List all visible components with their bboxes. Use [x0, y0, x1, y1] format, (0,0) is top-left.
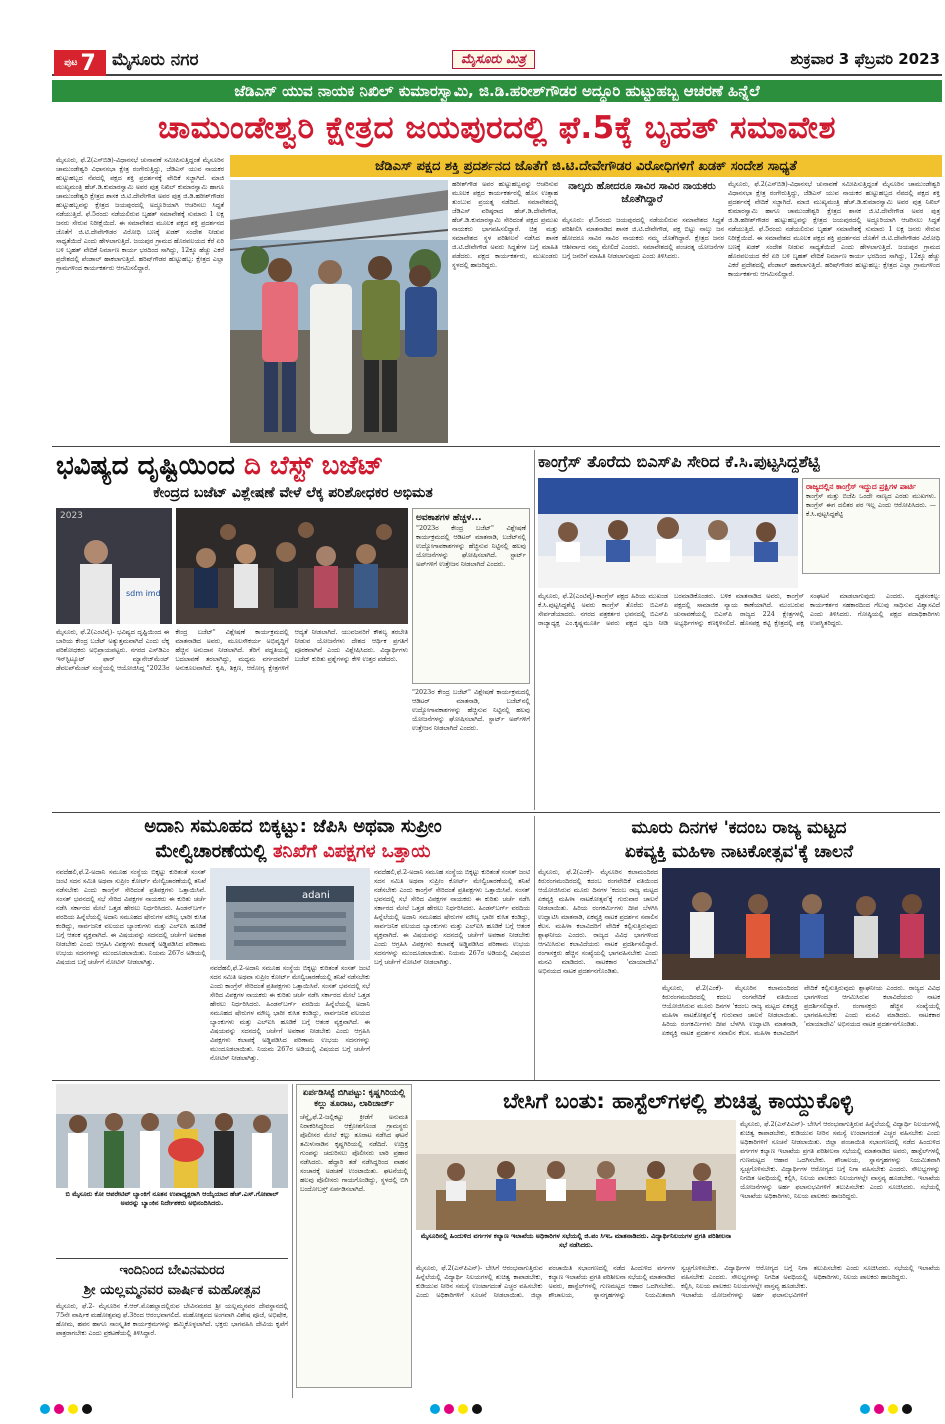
page-number-box — [54, 50, 106, 76]
lead-body-right: ಮೈಸೂರು: ಫೆ.5ರಂದು ಜಯಪುರದಲ್ಲಿ ನಡೆಯಲಿರುವ ಸಮಾವೇಶದ ಸಿದ್ಧತೆ ಪರಿಶೀಲಿಸಿ ಮಾತನಾಡಿದ ಶಾಸಕ ಜಿ.ಟಿ.ದೇವೇಗೌಡ, ಪಕ್ಷ ಬಿಟ್ಟು ನಾಲ್ಕು ಜನ ಹೋದರೂ ಸಾವಿರ ಸಾವಿರ ನಾಯಕರು ನಮ್ಮ ಜೊತೆಗಿದ್ದಾರೆ. ಕ್ಷೇತ್ರದ ಜನರ ಆಶೀರ್ವಾದ ನಮ್ಮ ಮೇಲಿದೆ ಎಂದರು. ಸಮಾವೇಶದಲ್ಲಿ ಪಂಚರತ್ನ ಯೋಜನೆಗಳ ಬಗ್ಗೆ ಜನರಿಗೆ ಮಾಹಿತಿ ನೀಡಲಾಗುವುದು ಎಂದು ತಿಳಿಸಿದರು. — [562, 216, 724, 260]
budget-photo-audience — [176, 508, 408, 624]
budget-headline-black: ಭವಿಷ್ಯದ ದೃಷ್ಟಿಯಿಂದ — [56, 451, 235, 481]
registration-marks-left — [40, 1404, 120, 1416]
budget-photo-year: 2023 — [60, 511, 83, 521]
congress-body: ಮೈಸೂರು, ಫೆ.2(ಎಂಟಿವೈ)-ಕಾಂಗ್ರೆಸ್ ಪಕ್ಷದ ಹಿರಿಯ ಮುಖಂಡ ಕೆ.ಸಿ.ಪುಟ್ಟಸಿದ್ದಶೆಟ್ಟಿ ಅವರು ಕಾಂಗ್ರೆಸ್ ತೊರೆದು ಬಿಎಸ್‌ಪಿ ಸೇರ್ಪಡೆಯಾದರು. ನಗರದ ಪತ್ರಕರ್ತರ ಭವನದಲ್ಲಿ ಬಿಎಸ್‌ಪಿ ರಾಜ್ಯಾಧ್ಯಕ್ಷ ಎಂ.ಕೃಷ್ಣಮೂರ್ತಿ ಅವರು ಪಕ್ಷದ ಧ್ವಜ ನೀಡಿ ಬರಮಾಡಿಕೊಂಡರು. ಬಳಿಕ ಮಾತನಾಡಿದ ಅವರು, ಕಾಂಗ್ರೆಸ್ ಪಕ್ಷದಲ್ಲಿ ಸಾಮಾಜಿಕ ನ್ಯಾಯ ಕಾಣೆಯಾಗಿದೆ. ಮುಂಬರುವ ಚುನಾವಣೆಯಲ್ಲಿ ಬಿಎಸ್‌ಪಿ ರಾಜ್ಯದ 224 ಕ್ಷೇತ್ರಗಳಲ್ಲಿ ಅಭ್ಯರ್ಥಿಗಳನ್ನು ಕಣಕ್ಕಿಳಿಸಲಿದೆ. ಹೊಸಪಕ್ಷ ಕಟ್ಟಿ ಕ್ಷೇತ್ರದಲ್ಲಿ ಪಕ್ಷ ಸಂಘಟನೆ ಮಾಡಲಾಗುವುದು ಎಂದರು. ದೃಢಸಂಕಲ್ಪ: ಕಾರ್ಯಕರ್ತರ ಸಹಕಾರದಿಂದ ಗೆಲುವು ಸಾಧಿಸುವ ವಿಶ್ವಾಸವಿದೆ ಎಂದು ತಿಳಿಸಿದರು. ಗೋಷ್ಠಿಯಲ್ಲಿ ಪಕ್ಷದ ಪದಾಧಿಕಾರಿಗಳು ಉಪಸ್ಥಿತರಿದ್ದರು. — [538, 592, 940, 627]
reg-dot — [874, 1404, 884, 1414]
hostel-body-right: ಮೈಸೂರು, ಫೆ.2(ಎಸ್‌ಪಿಎನ್)- ಬೇಸಿಗೆ ಆರಂಭವಾಗುತ್ತಿರುವ ಹಿನ್ನೆಲೆಯಲ್ಲಿ ವಿದ್ಯಾರ್ಥಿ ನಿಲಯಗಳಲ್ಲಿ ಶುಚಿತ್ವ ಕಾಪಾಡಬೇಕು, ಕುಡಿಯುವ ನೀರಿನ ಸಮಸ್ಯೆ ಉಂಟಾಗದಂತೆ ಎಚ್ಚರ ವಹಿಸಬೇಕು ಎಂದು ಅಧಿಕಾರಿಗಳಿಗೆ ಸೂಚನೆ ನೀಡಲಾಯಿತು. ಜಿಲ್ಲಾ ಪಂಚಾಯಿತಿ ಸಭಾಂಗಣದಲ್ಲಿ ನಡೆದ ಹಿಂದುಳಿದ ವರ್ಗಗಳ ಕಲ್ಯಾಣ ಇಲಾಖೆಯ ಪ್ರಗತಿ ಪರಿಶೀಲನಾ ಸಭೆಯಲ್ಲಿ ಮಾತನಾಡಿದ ಅವರು, ಹಾಸ್ಟೆಲ್‌ಗಳಲ್ಲಿ ಗುಣಮಟ್ಟದ ಆಹಾರ ಒದಗಿಸಬೇಕು. ಶೌಚಾಲಯ, ಸ್ನಾನಗೃಹಗಳನ್ನು ನಿಯಮಿತವಾಗಿ ಸ್ವಚ್ಛಗೊಳಿಸಬೇಕು. ವಿದ್ಯಾರ್ಥಿಗಳ ಆರೋಗ್ಯದ ಬಗ್ಗೆ ನಿಗಾ ವಹಿಸಬೇಕು ಎಂದರು. ಸೌಲಭ್ಯಗಳನ್ನು ನಿಗದಿತ ಅವಧಿಯಲ್ಲಿ ಕಲ್ಪಿಸಿ, ನಿಲಯ ಪಾಲಕರು ನಿಲಯಗಳಲ್ಲೇ ವಾಸ್ತವ್ಯ ಹೂಡಬೇಕು. ಇಲಾಖೆಯ ಯೋಜನೆಗಳನ್ನು ಅರ್ಹ ಫಲಾನುಭವಿಗಳಿಗೆ ತಲುಪಿಸಬೇಕು ಎಂದು ಸೂಚಿಸಿದರು. ಸಭೆಯಲ್ಲಿ ಇಲಾಖೆಯ ಅಧಿಕಾರಿಗಳು, ನಿಲಯ ಪಾಲಕರು ಹಾಜರಿದ್ದರು. — [740, 1120, 940, 1200]
lead-photo-image — [230, 180, 448, 443]
adani-body-right: ನವದೆಹಲಿ,ಫೆ.2-ಅದಾನಿ ಸಮೂಹ ಸಂಸ್ಥೆಯ ಬಿಕ್ಕಟ್ಟು ಕುರಿತಂತೆ ಸಂಸತ್ ಜಂಟಿ ಸದನ ಸಮಿತಿ ಅಥವಾ ಸುಪ್ರೀಂ ಕೋರ್ಟ್ ಮೇಲ್ವಿಚಾರಣೆಯಲ್ಲಿ ತನಿಖೆ ನಡೆಸಬೇಕು ಎಂದು ಕಾಂಗ್ರೆಸ್ ಸೇರಿದಂತೆ ಪ್ರತಿಪಕ್ಷಗಳು ಒತ್ತಾಯಿಸಿವೆ. ಸಂಸತ್ ಭವನದಲ್ಲಿ ಸಭೆ ಸೇರಿದ ವಿಪಕ್ಷಗಳ ನಾಯಕರು ಈ ಕುರಿತು ಚರ್ಚೆ ನಡೆಸಿ ಸರ್ಕಾರದ ಮೇಲೆ ಒತ್ತಡ ಹೇರಲು ನಿರ್ಧರಿಸಿದರು. ಹಿಂಡನ್‌ಬರ್ಗ್ ವರದಿಯ ಹಿನ್ನೆಲೆಯಲ್ಲಿ ಅದಾನಿ ಸಮೂಹದ ಷೇರುಗಳ ಮೌಲ್ಯ ಭಾರೀ ಕುಸಿತ ಕಂಡಿದ್ದು, ಸಾರ್ವಜನಿಕ ವಲಯದ ಬ್ಯಾಂಕುಗಳು ಮತ್ತು ಎಲ್‌ಐಸಿ ಹೂಡಿಕೆ ಬಗ್ಗೆ ಆತಂಕ ವ್ಯಕ್ತವಾಗಿದೆ. ಈ ವಿಷಯವನ್ನು ಸದನದಲ್ಲಿ ಚರ್ಚೆಗೆ ಅವಕಾಶ ನೀಡಬೇಕು ಎಂದು ಆಗ್ರಹಿಸಿ ವಿಪಕ್ಷಗಳು ಕಲಾಪಕ್ಕೆ ಅಡ್ಡಿಪಡಿಸಿದ ಪರಿಣಾಮ ಉಭಯ ಸದನಗಳನ್ನು ಮುಂದೂಡಲಾಯಿತು. ನಿಯಮ 267ರ ಅಡಿಯಲ್ಲಿ ವಿಷಯದ ಬಗ್ಗೆ ಚರ್ಚೆಗೆ ನೋಟಿಸ್ ನೀಡಲಾಗಿತ್ತು. — [374, 868, 530, 966]
kadamba-stage-image — [662, 868, 940, 980]
kadamba-headline-line1: ಮೂರು ದಿನಗಳ 'ಕದಂಬ ರಾಜ್ಯ ಮಟ್ಟದ — [631, 818, 847, 838]
registration-marks-right — [860, 1404, 940, 1416]
congress-photo — [538, 478, 798, 588]
divider — [52, 1080, 940, 1081]
budget-subhead: ಕೇಂದ್ರದ ಬಜೆಟ್ ವಿಶ್ಲೇಷಣೆ ವೇಳೆ ಲೆಕ್ಕ ಪರಿಶೋಧಕರ ಅಭಿಮತ — [153, 485, 433, 501]
budget-photo-speaker — [56, 508, 172, 624]
reg-dot — [888, 1404, 898, 1414]
budget-body: ಮೈಸೂರು, ಫೆ.2(ಎಂಟಿವೈ)- ಭವಿಷ್ಯದ ದೃಷ್ಟಿಯಿಂದ ಈ ಬಾರಿಯ ಕೇಂದ್ರ ಬಜೆಟ್ ಅತ್ಯುತ್ತಮವಾಗಿದೆ ಎಂದು ಲೆಕ್ಕ ಪರಿಶೋಧಕರು ಅಭಿಪ್ರಾಯಪಟ್ಟರು. ನಗರದ ಎಸ್‌ಡಿಎಂ ಇನ್‌ಸ್ಟಿಟ್ಯೂಟ್ ಫಾರ್ ಮ್ಯಾನೇಜ್‌ಮೆಂಟ್ ಡೆವಲಪ್‌ಮೆಂಟ್ ಸಂಸ್ಥೆಯಲ್ಲಿ ಆಯೋಜಿಸಿದ್ದ "2023ರ ಕೇಂದ್ರ ಬಜೆಟ್" ವಿಶ್ಲೇಷಣೆ ಕಾರ್ಯಕ್ರಮದಲ್ಲಿ ಮಾತನಾಡಿದ ಅವರು, ಮೂಲಸೌಕರ್ಯ ಅಭಿವೃದ್ಧಿಗೆ ಹೆಚ್ಚಿನ ಅನುದಾನ ನೀಡಲಾಗಿದೆ. ತೆರಿಗೆ ಪದ್ಧತಿಯಲ್ಲಿ ಬದಲಾವಣೆ ತರಲಾಗಿದ್ದು, ಮಧ್ಯಮ ವರ್ಗದವರಿಗೆ ಅನುಕೂಲವಾಗಿದೆ. ಕೃಷಿ, ಶಿಕ್ಷಣ, ಆರೋಗ್ಯ ಕ್ಷೇತ್ರಗಳಿಗೆ ಆದ್ಯತೆ ನೀಡಲಾಗಿದೆ. ಯುವಜನರಿಗೆ ಕೌಶಲ್ಯ ತರಬೇತಿ ನೀಡುವ ಯೋಜನೆಗಳು ದೇಶದ ಆರ್ಥಿಕ ಪ್ರಗತಿಗೆ ಪೂರಕವಾಗಿವೆ ಎಂದು ವಿಶ್ಲೇಷಿಸಿದರು. ವಿದ್ಯಾರ್ಥಿಗಳು ಬಜೆಟ್ ಕುರಿತು ಪ್ರಶ್ನೆಗಳನ್ನು ಕೇಳಿ ಉತ್ತರ ಪಡೆದರು. — [56, 628, 408, 672]
budget-sidebar-body: "2023ರ ಕೇಂದ್ರ ಬಜೆಟ್" ವಿಶ್ಲೇಷಣೆ ಕಾರ್ಯಕ್ರಮದಲ್ಲಿ ಆಡಿಟರ್ ಮಾತನಾಡಿ, ಬಜೆಟ್‌ನಲ್ಲಿ ಉದ್ಯೋಗಾವಕಾಶಗಳನ್ನು ಹೆಚ್ಚಿಸುವ ನಿಟ್ಟಿನಲ್ಲಿ ಹಲವು ಯೋಜನೆಗಳನ್ನು ಘೋಷಿಸಲಾಗಿದೆ. ಸ್ಟಾರ್ಟ್ ಅಪ್‌ಗಳಿಗೆ ಉತ್ತೇಜನ ನೀಡಲಾಗಿದೆ ಎಂದರು. — [416, 524, 526, 568]
registration-marks-mid — [430, 1404, 510, 1416]
budget-body-cont: "2023ರ ಕೇಂದ್ರ ಬಜೆಟ್" ವಿಶ್ಲೇಷಣೆ ಕಾರ್ಯಕ್ರಮದಲ್ಲಿ ಆಡಿಟರ್ ಮಾತನಾಡಿ, ಬಜೆಟ್‌ನಲ್ಲಿ ಉದ್ಯೋಗಾವಕಾಶಗಳನ್ನು ಹೆಚ್ಚಿಸುವ ನಿಟ್ಟಿನಲ್ಲಿ ಹಲವು ಯೋಜನೆಗಳನ್ನು ಘೋಷಿಸಲಾಗಿದೆ. ಸ್ಟಾರ್ಟ್ ಅಪ್‌ಗಳಿಗೆ ಉತ್ತೇಜನ ನೀಡಲಾಗಿದೆ ಎಂದರು. — [412, 688, 530, 732]
budget-sidebar-title: ಅವಕಾಶಗಳ ಹೆಚ್ಚಳ... — [416, 513, 482, 523]
adani-body-mid: ನವದೆಹಲಿ,ಫೆ.2-ಅದಾನಿ ಸಮೂಹ ಸಂಸ್ಥೆಯ ಬಿಕ್ಕಟ್ಟು ಕುರಿತಂತೆ ಸಂಸತ್ ಜಂಟಿ ಸದನ ಸಮಿತಿ ಅಥವಾ ಸುಪ್ರೀಂ ಕೋರ್ಟ್ ಮೇಲ್ವಿಚಾರಣೆಯಲ್ಲಿ ತನಿಖೆ ನಡೆಸಬೇಕು ಎಂದು ಕಾಂಗ್ರೆಸ್ ಸೇರಿದಂತೆ ಪ್ರತಿಪಕ್ಷಗಳು ಒತ್ತಾಯಿಸಿವೆ. ಸಂಸತ್ ಭವನದಲ್ಲಿ ಸಭೆ ಸೇರಿದ ವಿಪಕ್ಷಗಳ ನಾಯಕರು ಈ ಕುರಿತು ಚರ್ಚೆ ನಡೆಸಿ ಸರ್ಕಾರದ ಮೇಲೆ ಒತ್ತಡ ಹೇರಲು ನಿರ್ಧರಿಸಿದರು. ಹಿಂಡನ್‌ಬರ್ಗ್ ವರದಿಯ ಹಿನ್ನೆಲೆಯಲ್ಲಿ ಅದಾನಿ ಸಮೂಹದ ಷೇರುಗಳ ಮೌಲ್ಯ ಭಾರೀ ಕುಸಿತ ಕಂಡಿದ್ದು, ಸಾರ್ವಜನಿಕ ವಲಯದ ಬ್ಯಾಂಕುಗಳು ಮತ್ತು ಎಲ್‌ಐಸಿ ಹೂಡಿಕೆ ಬಗ್ಗೆ ಆತಂಕ ವ್ಯಕ್ತವಾಗಿದೆ. ಈ ವಿಷಯವನ್ನು ಸದನದಲ್ಲಿ ಚರ್ಚೆಗೆ ಅವಕಾಶ ನೀಡಬೇಕು ಎಂದು ಆಗ್ರಹಿಸಿ ವಿಪಕ್ಷಗಳು ಕಲಾಪಕ್ಕೆ ಅಡ್ಡಿಪಡಿಸಿದ ಪರಿಣಾಮ ಉಭಯ ಸದನಗಳನ್ನು ಮುಂದೂಡಲಾಯಿತು. ನಿಯಮ 267ರ ಅಡಿಯಲ್ಲಿ ವಿಷಯದ ಬಗ್ಗೆ ಚರ್ಚೆಗೆ ನೋಟಿಸ್ ನೀಡಲಾಗಿತ್ತು. — [210, 964, 370, 1062]
masthead-logo: ಮೈಸೂರು ಮಿತ್ರ — [452, 50, 535, 69]
lead-side-head: ನಾಲ್ಕರು ಹೋದರೂ ಸಾವಿರ ಸಾವಿರ ನಾಯಕರು ಜೊತೆಗಿದ್ದಾರೆ — [568, 181, 716, 205]
congress-sidebar — [802, 478, 940, 574]
krishnagiri-body: ಚೆನ್ನೈ,ಫೆ.2-ಜಲ್ಲಿಕಟ್ಟು ಕ್ರೀಡೆಗೆ ಅನುಮತಿ ನಿರಾಕರಿಸಿದ್ದರಿಂದ ಆಕ್ರೋಶಗೊಂಡ ಗ್ರಾಮಸ್ಥರು ಪೊಲೀಸರ ಮೇಲೆ ಕಲ್ಲು ತೂರಾಟ ನಡೆಸಿದ ಘಟನೆ ತಮಿಳುನಾಡಿನ ಕೃಷ್ಣಗಿರಿಯಲ್ಲಿ ನಡೆದಿದೆ. ಉದ್ರಿಕ್ತ ಗುಂಪನ್ನು ಚದುರಿಸಲು ಪೊಲೀಸರು ಲಾಠಿ ಪ್ರಹಾರ ನಡೆಸಿದರು. ಹೆದ್ದಾರಿ ತಡೆ ನಡೆಸಿದ್ದರಿಂದ ವಾಹನ ಸಂಚಾರಕ್ಕೆ ಅಡಚಣೆ ಉಂಟಾಯಿತು. ಘಟನೆಯಲ್ಲಿ ಹಲವು ಪೊಲೀಸರು ಗಾಯಗೊಂಡಿದ್ದು, ಸ್ಥಳದಲ್ಲಿ ಬಿಗಿ ಬಂದೋಬಸ್ತ್ ಏರ್ಪಡಿಸಲಾಗಿದೆ. — [300, 1113, 408, 1193]
yellamma-headline-line1: ಇಂದಿನಿಂದ ಬೇವಿನಮರದ — [119, 1263, 225, 1278]
congress-headline: ಕಾಂಗ್ರೆಸ್ ತೊರೆದು ಬಿಎಸ್‌ಪಿ ಸೇರಿದ ಕೆ.ಸಿ.ಪುಟ್ಟಸಿದ್ದಶೆಟ್ಟಿ — [538, 452, 820, 471]
budget-audience-image — [176, 508, 408, 624]
budget-headline — [56, 450, 530, 482]
kadamba-body-left: ಮೈಸೂರು, ಫೆ.2(ಎಂಕೆ)- ಮೈಸೂರಿನ ಕಲಾಮಂದಿರದ ಕಿರುರಂಗಮಂದಿರದಲ್ಲಿ ಕದಂಬ ರಂಗವೇದಿಕೆ ವತಿಯಿಂದ ಆಯೋಜಿಸಿರುವ ಮೂರು ದಿನಗಳ 'ಕದಂಬ ರಾಜ್ಯ ಮಟ್ಟದ ಏಕವ್ಯಕ್ತಿ ಮಹಿಳಾ ನಾಟಕೋತ್ಸವ'ಕ್ಕೆ ಗುರುವಾರ ಚಾಲನೆ ನೀಡಲಾಯಿತು. ಹಿರಿಯ ರಂಗಕರ್ಮಿಗಳು ದೀಪ ಬೆಳಗಿಸಿ ಉದ್ಘಾಟಿಸಿ ಮಾತನಾಡಿ, ಏಕವ್ಯಕ್ತಿ ನಾಟಕ ಪ್ರದರ್ಶನ ಸವಾಲಿನ ಕೆಲಸ. ಮಹಿಳಾ ಕಲಾವಿದರಿಗೆ ವೇದಿಕೆ ಕಲ್ಪಿಸುತ್ತಿರುವುದು ಶ್ಲಾಘನೀಯ ಎಂದರು. ರಾಜ್ಯದ ವಿವಿಧ ಭಾಗಗಳಿಂದ ಆಗಮಿಸಿರುವ ಕಲಾವಿದೆಯರು ನಾಟಕ ಪ್ರದರ್ಶಿಸಲಿದ್ದಾರೆ. ರಂಗಾಸಕ್ತರು ಹೆಚ್ಚಿನ ಸಂಖ್ಯೆಯಲ್ಲಿ ಭಾಗವಹಿಸಬೇಕು ಎಂದು ಮನವಿ ಮಾಡಿದರು. ನಾಟಕಕಾರ 'ಮಾಯಾದೇವಿ' ಅಭಿನಯದ ನಾಟಕ ಪ್ರದರ್ಶನಗೊಂಡಿತು. — [538, 868, 658, 975]
reg-dot — [54, 1404, 64, 1414]
adani-headline-black: ಮೇಲ್ವಿಚಾರಣೆಯಲ್ಲಿ — [155, 841, 267, 862]
lead-deck: ಜೆಡಿಎಸ್ ಪಕ್ಷದ ಶಕ್ತಿ ಪ್ರದರ್ಶನದ ಜೊತೆಗೆ ಜಿ.ಟಿ.ದೇವೇಗೌಡರ ವಿರೋಧಿಗಳಿಗೆ ಖಡಕ್ ಸಂದೇಶ ಸಾಧ್ಯತೆ — [230, 155, 942, 177]
lead-headline: ಚಾಮುಂಡೇಶ್ವರಿ ಕ್ಷೇತ್ರದ ಜಯಪುರದಲ್ಲಿ ಫೆ.5ಕ್ಕೆ ಬೃಹತ್ ಸಮಾವೇಶ — [158, 110, 836, 146]
reg-dot — [444, 1404, 454, 1414]
adani-headline-line2 — [56, 840, 530, 864]
reg-dot — [472, 1404, 482, 1414]
divider — [292, 1084, 293, 1398]
divider — [534, 816, 535, 1080]
adani-headline-line1: ಅದಾನಿ ಸಮೂಹದ ಬಿಕ್ಕಟ್ಟು: ಜೆಪಿಸಿ ಅಥವಾ ಸುಪ್ರೀಂ — [144, 816, 442, 837]
reg-dot — [68, 1404, 78, 1414]
adani-photo — [210, 868, 370, 960]
hostel-photo — [416, 1120, 736, 1230]
budget-speaker-image — [56, 508, 172, 624]
reg-dot — [82, 1404, 92, 1414]
lead-body-left: ಮೈಸೂರು, ಫೆ.2(ಎಸ್‌ಬಿಡಿ)-ವಿಧಾನಸಭೆ ಚುನಾವಣೆ ಸಮೀಪಿಸುತ್ತಿದ್ದಂತೆ ಮೈಸೂರಿನ ಚಾಮುಂಡೇಶ್ವರಿ ವಿಧಾನಸಭಾ ಕ್ಷೇತ್ರ ರಂಗೇರುತ್ತಿದ್ದು, ಜೆಡಿಎಸ್ ಯುವ ನಾಯಕರ ಹುಟ್ಟುಹಬ್ಬದ ನೆಪದಲ್ಲಿ ಪಕ್ಷದ ಶಕ್ತಿ ಪ್ರದರ್ಶನಕ್ಕೆ ವೇದಿಕೆ ಸಜ್ಜಾಗಿದೆ. ಮಾಜಿ ಮುಖ್ಯಮಂತ್ರಿ ಹೆಚ್.ಡಿ.ಕುಮಾರಸ್ವಾಮಿ ಅವರ ಪುತ್ರ ನಿಖಿಲ್ ಕುಮಾರಸ್ವಾಮಿ ಹಾಗೂ ಚಾಮುಂಡೇಶ್ವರಿ ಕ್ಷೇತ್ರದ ಶಾಸಕ ಜಿ.ಟಿ.ದೇವೇಗೌಡ ಅವರ ಪುತ್ರ ಜಿ.ಡಿ.ಹರೀಶ್‌ಗೌಡರ ಹುಟ್ಟುಹಬ್ಬವನ್ನು ಕ್ಷೇತ್ರದ ಜಯಪುರದಲ್ಲಿ ಅದ್ಧೂರಿಯಾಗಿ ಆಚರಿಸಲು ಸಿದ್ಧತೆ ನಡೆಯುತ್ತಿದೆ. ಫೆ.5ರಂದು ನಡೆಯಲಿರುವ ಬೃಹತ್ ಸಮಾವೇಶಕ್ಕೆ ಸುಮಾರು 1 ಲಕ್ಷ ಜನರು ಸೇರುವ ನಿರೀಕ್ಷೆಯಿದೆ. ಈ ಸಮಾವೇಶದ ಮೂಲಕ ಪಕ್ಷದ ಶಕ್ತಿ ಪ್ರದರ್ಶನದ ಜೊತೆಗೆ ಜಿ.ಟಿ.ದೇವೇಗೌಡರ ವಿರೋಧಿ ಬಣಕ್ಕೆ ಖಡಕ್ ಸಂದೇಶ ನೀಡುವ ಸಾಧ್ಯತೆಯಿದೆ ಎಂದು ಹೇಳಲಾಗುತ್ತಿದೆ. ಜಯಪುರ ಗ್ರಾಮದ ಹೊರವಲಯದ ಕೆರೆ ಏರಿ ಬಳಿ ಬೃಹತ್ ವೇದಿಕೆ ನಿರ್ಮಾಣ ಕಾರ್ಯ ಭರದಿಂದ ಸಾಗಿದ್ದು, 12ಕ್ಕೂ ಹೆಚ್ಚು ಎಕರೆ ಪ್ರದೇಶದಲ್ಲಿ ಪೆಂಡಾಲ್ ಹಾಕಲಾಗುತ್ತಿದೆ. ಹರಿಷ್‌ಗೌಡರ ಹುಟ್ಟುಹಬ್ಬ: ಕ್ಷೇತ್ರದ ಎಲ್ಲಾ ಗ್ರಾಮಗಳಿಂದ ಕಾರ್ಯಕರ್ತರು ಆಗಮಿಸಲಿದ್ದಾರೆ. — [56, 156, 224, 272]
page-label: ಪುಟ — [64, 58, 78, 68]
hostel-headline: ಬೇಸಿಗೆ ಬಂತು: ಹಾಸ್ಟೆಲ್‌ಗಳಲ್ಲಿ ಶುಚಿತ್ವ ಕಾಯ್ದುಕೊಳ್ಳಿ — [503, 1089, 853, 1113]
bank-caption: ಬಿ ಮೈಸೂರು ಕೋ ಆಪರೇಟಿವ್ ಬ್ಯಾಂಕಿಗೆ ನೂತನ ಉಪಾಧ್ಯಕ್ಷರಾಗಿ ಆಯ್ಕೆಯಾದ ಹೆಚ್.ಎಸ್.ಗೋಪಾಲ್ ಅವರನ್ನು ಬ್ಯಾಂಕಿನ ನಿರ್ದೇಶಕರು ಅಭಿನಂದಿಸಿದರು. — [65, 1190, 279, 1207]
congress-press-image — [538, 478, 798, 588]
reg-dot — [430, 1404, 440, 1414]
lead-body-mid: ಹರೀಶ್‌ಗೌಡ ಅವರ ಹುಟ್ಟುಹಬ್ಬವನ್ನು ಆಚರಿಸುವ ಮೂಲಕ ಪಕ್ಷದ ಕಾರ್ಯಕರ್ತರಲ್ಲಿ ಹೊಸ ಉತ್ಸಾಹ ತುಂಬುವ ಪ್ರಯತ್ನ ನಡೆದಿದೆ. ಸಮಾವೇಶದಲ್ಲಿ ಜೆಡಿಎಸ್ ವರಿಷ್ಠರಾದ ಹೆಚ್.ಡಿ.ದೇವೇಗೌಡ, ಹೆಚ್.ಡಿ.ಕುಮಾರಸ್ವಾಮಿ ಸೇರಿದಂತೆ ಪಕ್ಷದ ಪ್ರಮುಖ ನಾಯಕರು ಭಾಗವಹಿಸಲಿದ್ದಾರೆ. ಚಿತ್ರ ಮತ್ತು ಸಮಾವೇಶದ ಸ್ಥಳ ಪರಿಶೀಲನೆ ನಡೆಸಿದ ಶಾಸಕ ಜಿ.ಟಿ.ದೇವೇಗೌಡ ಅವರು ಸಿದ್ಧತೆಗಳ ಬಗ್ಗೆ ಮಾಹಿತಿ ಪಡೆದರು. ಪಕ್ಷದ ಕಾರ್ಯಕರ್ತರು, ಮುಖಂಡರು ಸ್ಥಳದಲ್ಲಿ ಹಾಜರಿದ್ದರು. — [452, 180, 558, 269]
congress-sidebar-title: ರಾಜ್ಯದಲ್ಲಿನ ಕಾಂಗ್ರೆಸ್ ಇದ್ದುದ ಪ್ರಕ್ಷಿಗಳ ಪಾರ್ಟಿ — [806, 482, 917, 491]
budget-headline-red: ದಿ ಬೆಸ್ಟ್ ಬಜೆಟ್ — [244, 451, 384, 481]
reg-dot — [902, 1404, 912, 1414]
bank-photo — [56, 1084, 288, 1188]
adani-body-left: ನವದೆಹಲಿ,ಫೆ.2-ಅದಾನಿ ಸಮೂಹ ಸಂಸ್ಥೆಯ ಬಿಕ್ಕಟ್ಟು ಕುರಿತಂತೆ ಸಂಸತ್ ಜಂಟಿ ಸದನ ಸಮಿತಿ ಅಥವಾ ಸುಪ್ರೀಂ ಕೋರ್ಟ್ ಮೇಲ್ವಿಚಾರಣೆಯಲ್ಲಿ ತನಿಖೆ ನಡೆಸಬೇಕು ಎಂದು ಕಾಂಗ್ರೆಸ್ ಸೇರಿದಂತೆ ಪ್ರತಿಪಕ್ಷಗಳು ಒತ್ತಾಯಿಸಿವೆ. ಸಂಸತ್ ಭವನದಲ್ಲಿ ಸಭೆ ಸೇರಿದ ವಿಪಕ್ಷಗಳ ನಾಯಕರು ಈ ಕುರಿತು ಚರ್ಚೆ ನಡೆಸಿ ಸರ್ಕಾರದ ಮೇಲೆ ಒತ್ತಡ ಹೇರಲು ನಿರ್ಧರಿಸಿದರು. ಹಿಂಡನ್‌ಬರ್ಗ್ ವರದಿಯ ಹಿನ್ನೆಲೆಯಲ್ಲಿ ಅದಾನಿ ಸಮೂಹದ ಷೇರುಗಳ ಮೌಲ್ಯ ಭಾರೀ ಕುಸಿತ ಕಂಡಿದ್ದು, ಸಾರ್ವಜನಿಕ ವಲಯದ ಬ್ಯಾಂಕುಗಳು ಮತ್ತು ಎಲ್‌ಐಸಿ ಹೂಡಿಕೆ ಬಗ್ಗೆ ಆತಂಕ ವ್ಯಕ್ತವಾಗಿದೆ. ಈ ವಿಷಯವನ್ನು ಸದನದಲ್ಲಿ ಚರ್ಚೆಗೆ ಅವಕಾಶ ನೀಡಬೇಕು ಎಂದು ಆಗ್ರಹಿಸಿ ವಿಪಕ್ಷಗಳು ಕಲಾಪಕ್ಕೆ ಅಡ್ಡಿಪಡಿಸಿದ ಪರಿಣಾಮ ಉಭಯ ಸದನಗಳನ್ನು ಮುಂದೂಡಲಾಯಿತು. ನಿಯಮ 267ರ ಅಡಿಯಲ್ಲಿ ವಿಷಯದ ಬಗ್ಗೆ ಚರ್ಚೆಗೆ ನೋಟಿಸ್ ನೀಡಲಾಗಿತ್ತು. — [56, 868, 206, 966]
congress-sidebar-body: ಕಾಂಗ್ರೆಸ್ ಮತ್ತು ಬಿಜೆಪಿ ಒಂದೇ ನಾಣ್ಯದ ಎರಡು ಮುಖಗಳು. ಕಾಂಗ್ರೆಸ್ ಈಗ ದಲಿತರ ಪರ ಇಲ್ಲ ಎಂದು ಆರೋಪಿಸಿದರು. — ಕೆ.ಸಿ.ಪುಟ್ಟಸಿದ್ದಶೆಟ್ಟಿ — [806, 492, 936, 518]
lead-body-right-cont: ಮೈಸೂರು, ಫೆ.2(ಎಸ್‌ಬಿಡಿ)-ವಿಧಾನಸಭೆ ಚುನಾವಣೆ ಸಮೀಪಿಸುತ್ತಿದ್ದಂತೆ ಮೈಸೂರಿನ ಚಾಮುಂಡೇಶ್ವರಿ ವಿಧಾನಸಭಾ ಕ್ಷೇತ್ರ ರಂಗೇರುತ್ತಿದ್ದು, ಜೆಡಿಎಸ್ ಯುವ ನಾಯಕರ ಹುಟ್ಟುಹಬ್ಬದ ನೆಪದಲ್ಲಿ ಪಕ್ಷದ ಶಕ್ತಿ ಪ್ರದರ್ಶನಕ್ಕೆ ವೇದಿಕೆ ಸಜ್ಜಾಗಿದೆ. ಮಾಜಿ ಮುಖ್ಯಮಂತ್ರಿ ಹೆಚ್.ಡಿ.ಕುಮಾರಸ್ವಾಮಿ ಅವರ ಪುತ್ರ ನಿಖಿಲ್ ಕುಮಾರಸ್ವಾಮಿ ಹಾಗೂ ಚಾಮುಂಡೇಶ್ವರಿ ಕ್ಷೇತ್ರದ ಶಾಸಕ ಜಿ.ಟಿ.ದೇವೇಗೌಡ ಅವರ ಪುತ್ರ ಜಿ.ಡಿ.ಹರೀಶ್‌ಗೌಡರ ಹುಟ್ಟುಹಬ್ಬವನ್ನು ಕ್ಷೇತ್ರದ ಜಯಪುರದಲ್ಲಿ ಅದ್ಧೂರಿಯಾಗಿ ಆಚರಿಸಲು ಸಿದ್ಧತೆ ನಡೆಯುತ್ತಿದೆ. ಫೆ.5ರಂದು ನಡೆಯಲಿರುವ ಬೃಹತ್ ಸಮಾವೇಶಕ್ಕೆ ಸುಮಾರು 1 ಲಕ್ಷ ಜನರು ಸೇರುವ ನಿರೀಕ್ಷೆಯಿದೆ. ಈ ಸಮಾವೇಶದ ಮೂಲಕ ಪಕ್ಷದ ಶಕ್ತಿ ಪ್ರದರ್ಶನದ ಜೊತೆಗೆ ಜಿ.ಟಿ.ದೇವೇಗೌಡರ ವಿರೋಧಿ ಬಣಕ್ಕೆ ಖಡಕ್ ಸಂದೇಶ ನೀಡುವ ಸಾಧ್ಯತೆಯಿದೆ ಎಂದು ಹೇಳಲಾಗುತ್ತಿದೆ. ಜಯಪುರ ಗ್ರಾಮದ ಹೊರವಲಯದ ಕೆರೆ ಏರಿ ಬಳಿ ಬೃಹತ್ ವೇದಿಕೆ ನಿರ್ಮಾಣ ಕಾರ್ಯ ಭರದಿಂದ ಸಾಗಿದ್ದು, 12ಕ್ಕೂ ಹೆಚ್ಚು ಎಕರೆ ಪ್ರದೇಶದಲ್ಲಿ ಪೆಂಡಾಲ್ ಹಾಕಲಾಗುತ್ತಿದೆ. ಹರಿಷ್‌ಗೌಡರ ಹುಟ್ಟುಹಬ್ಬ: ಕ್ಷೇತ್ರದ ಎಲ್ಲಾ ಗ್ರಾಮಗಳಿಂದ ಕಾರ್ಯಕರ್ತರು ಆಗಮಿಸಲಿದ್ದಾರೆ. — [728, 180, 940, 278]
kadamba-photo — [662, 868, 940, 980]
dateline: ಶುಕ್ರವಾರ 3 ಫೆಬ್ರವರಿ 2023 — [790, 50, 940, 68]
hostel-body: ಮೈಸೂರು, ಫೆ.2(ಎಸ್‌ಪಿಎನ್)- ಬೇಸಿಗೆ ಆರಂಭವಾಗುತ್ತಿರುವ ಹಿನ್ನೆಲೆಯಲ್ಲಿ ವಿದ್ಯಾರ್ಥಿ ನಿಲಯಗಳಲ್ಲಿ ಶುಚಿತ್ವ ಕಾಪಾಡಬೇಕು, ಕುಡಿಯುವ ನೀರಿನ ಸಮಸ್ಯೆ ಉಂಟಾಗದಂತೆ ಎಚ್ಚರ ವಹಿಸಬೇಕು ಎಂದು ಅಧಿಕಾರಿಗಳಿಗೆ ಸೂಚನೆ ನೀಡಲಾಯಿತು. ಜಿಲ್ಲಾ ಪಂಚಾಯಿತಿ ಸಭಾಂಗಣದಲ್ಲಿ ನಡೆದ ಹಿಂದುಳಿದ ವರ್ಗಗಳ ಕಲ್ಯಾಣ ಇಲಾಖೆಯ ಪ್ರಗತಿ ಪರಿಶೀಲನಾ ಸಭೆಯಲ್ಲಿ ಮಾತನಾಡಿದ ಅವರು, ಹಾಸ್ಟೆಲ್‌ಗಳಲ್ಲಿ ಗುಣಮಟ್ಟದ ಆಹಾರ ಒದಗಿಸಬೇಕು. ಶೌಚಾಲಯ, ಸ್ನಾನಗೃಹಗಳನ್ನು ನಿಯಮಿತವಾಗಿ ಸ್ವಚ್ಛಗೊಳಿಸಬೇಕು. ವಿದ್ಯಾರ್ಥಿಗಳ ಆರೋಗ್ಯದ ಬಗ್ಗೆ ನಿಗಾ ವಹಿಸಬೇಕು ಎಂದರು. ಸೌಲಭ್ಯಗಳನ್ನು ನಿಗದಿತ ಅವಧಿಯಲ್ಲಿ ಕಲ್ಪಿಸಿ, ನಿಲಯ ಪಾಲಕರು ನಿಲಯಗಳಲ್ಲೇ ವಾಸ್ತವ್ಯ ಹೂಡಬೇಕು. ಇಲಾಖೆಯ ಯೋಜನೆಗಳನ್ನು ಅರ್ಹ ಫಲಾನುಭವಿಗಳಿಗೆ ತಲುಪಿಸಬೇಕು ಎಂದು ಸೂಚಿಸಿದರು. ಸಭೆಯಲ್ಲಿ ಇಲಾಖೆಯ ಅಧಿಕಾರಿಗಳು, ನಿಲಯ ಪಾಲಕರು ಹಾಜರಿದ್ದರು. — [416, 1264, 940, 1299]
kadamba-body-right: ಮೈಸೂರು, ಫೆ.2(ಎಂಕೆ)- ಮೈಸೂರಿನ ಕಲಾಮಂದಿರದ ಕಿರುರಂಗಮಂದಿರದಲ್ಲಿ ಕದಂಬ ರಂಗವೇದಿಕೆ ವತಿಯಿಂದ ಆಯೋಜಿಸಿರುವ ಮೂರು ದಿನಗಳ 'ಕದಂಬ ರಾಜ್ಯ ಮಟ್ಟದ ಏಕವ್ಯಕ್ತಿ ಮಹಿಳಾ ನಾಟಕೋತ್ಸವ'ಕ್ಕೆ ಗುರುವಾರ ಚಾಲನೆ ನೀಡಲಾಯಿತು. ಹಿರಿಯ ರಂಗಕರ್ಮಿಗಳು ದೀಪ ಬೆಳಗಿಸಿ ಉದ್ಘಾಟಿಸಿ ಮಾತನಾಡಿ, ಏಕವ್ಯಕ್ತಿ ನಾಟಕ ಪ್ರದರ್ಶನ ಸವಾಲಿನ ಕೆಲಸ. ಮಹಿಳಾ ಕಲಾವಿದರಿಗೆ ವೇದಿಕೆ ಕಲ್ಪಿಸುತ್ತಿರುವುದು ಶ್ಲಾಘನೀಯ ಎಂದರು. ರಾಜ್ಯದ ವಿವಿಧ ಭಾಗಗಳಿಂದ ಆಗಮಿಸಿರುವ ಕಲಾವಿದೆಯರು ನಾಟಕ ಪ್ರದರ್ಶಿಸಲಿದ್ದಾರೆ. ರಂಗಾಸಕ್ತರು ಹೆಚ್ಚಿನ ಸಂಖ್ಯೆಯಲ್ಲಿ ಭಾಗವಹಿಸಬೇಕು ಎಂದು ಮನವಿ ಮಾಡಿದರು. ನಾಟಕಕಾರ 'ಮಾಯಾದೇವಿ' ಅಭಿನಯದ ನಾಟಕ ಪ್ರದರ್ಶನಗೊಂಡಿತು. — [662, 984, 940, 1037]
divider — [534, 450, 535, 810]
reg-dot — [860, 1404, 870, 1414]
lead-photo — [230, 180, 448, 443]
adani-headline-red: ತನಿಖೆಗೆ ವಿಪಕ್ಷಗಳ ಒತ್ತಾಯ — [273, 841, 431, 862]
reg-dot — [40, 1404, 50, 1414]
yellamma-headline-line2: ಶ್ರೀ ಯಲ್ಲಮ್ಮನವರ ವಾರ್ಷಿಕ ಮಹೋತ್ಸವ — [83, 1282, 261, 1298]
budget-photo-logo: sdm imd — [126, 589, 161, 598]
budget-sidebar — [412, 508, 530, 684]
hostel-meeting-image — [416, 1120, 736, 1230]
divider — [56, 1258, 288, 1259]
krishnagiri-title: ಏರ್ಪಡಿಸಿಟ್ಟೆ ಬಿಗಿಪಟ್ಟು: ಕೃಷ್ಣಗಿರಿಯಲ್ಲಿ ಕಲ್ಲು ತೂರಾಟ, ಲಾಠಿಚಾರ್ಜ್ — [302, 1088, 406, 1109]
divider — [52, 812, 940, 813]
page-number: 7 — [80, 50, 96, 76]
divider — [52, 446, 940, 447]
adani-sign: adani — [302, 890, 330, 901]
section-name: ಮೈಸೂರು ನಗರ — [112, 50, 199, 70]
yellamma-body: ಮೈಸೂರು, ಫೆ.2- ಮೈಸೂರಿನ ಕೆ.ಆರ್.ಮೊಹಲ್ಲಾದಲ್ಲಿರುವ ಬೇವಿನಮರದ ಶ್ರೀ ಯಲ್ಲಮ್ಮನವರ ದೇವಸ್ಥಾನದಲ್ಲಿ 75ನೇ ವಾರ್ಷಿಕ ಮಹೋತ್ಸವವು ಫೆ.3ರಿಂದ ಆರಂಭವಾಗಲಿದೆ. ಮಹೋತ್ಸವದ ಅಂಗವಾಗಿ ವಿಶೇಷ ಪೂಜೆ, ಅಭಿಷೇಕ, ಹೋಮ, ಹವನ ಹಾಗೂ ಸಾಂಸ್ಕೃತಿಕ ಕಾರ್ಯಕ್ರಮಗಳನ್ನು ಹಮ್ಮಿಕೊಳ್ಳಲಾಗಿದೆ. ಭಕ್ತರು ಭಾಗವಹಿಸಿ ದೇವಿಯ ಕೃಪೆಗೆ ಪಾತ್ರರಾಗಬೇಕು ಎಂದು ಪ್ರಕಟಣೆಯಲ್ಲಿ ತಿಳಿಸಿದ್ದಾರೆ. — [56, 1302, 288, 1337]
kadamba-headline-line2: ಏಕವ್ಯಕ್ತಿ ಮಹಿಳಾ ನಾಟಕೋತ್ಸವ'ಕ್ಕೆ ಚಾಲನೆ — [624, 842, 854, 862]
bank-felicitation-image — [56, 1084, 288, 1188]
reg-dot — [458, 1404, 468, 1414]
hostel-caption: ಮೈಸೂರಿನಲ್ಲಿ ಹಿಂದುಳಿದ ವರ್ಗಗಳ ಕಲ್ಯಾಣ ಇಲಾಖೆಯ ಅಧಿಕಾರಿಗಳ ಸಭೆಯಲ್ಲಿ ಜಿ.ಪಂ ಸಿಇಒ ಮಾತನಾಡಿದರು. ವಿದ್ಯಾರ್ಥಿನಿಲಯಗಳ ಪ್ರಗತಿ ಪರಿಶೀಲನಾ ಸಭೆ ನಡೆಸಿದರು. — [420, 1232, 732, 1249]
krishnagiri-box — [296, 1084, 412, 1388]
lead-kicker: ಜೆಡಿಎಸ್ ಯುವ ನಾಯಕ ನಿಖಿಲ್ ಕುಮಾರಸ್ವಾಮಿ, ಜಿ.ಡಿ.ಹರೀಶ್‌ಗೌಡರ ಅದ್ಧೂರಿ ಹುಟ್ಟುಹಬ್ಬ ಆಚರಣೆ ಹಿನ್ನೆಲೆ — [52, 80, 942, 102]
adani-building-image — [210, 868, 370, 960]
